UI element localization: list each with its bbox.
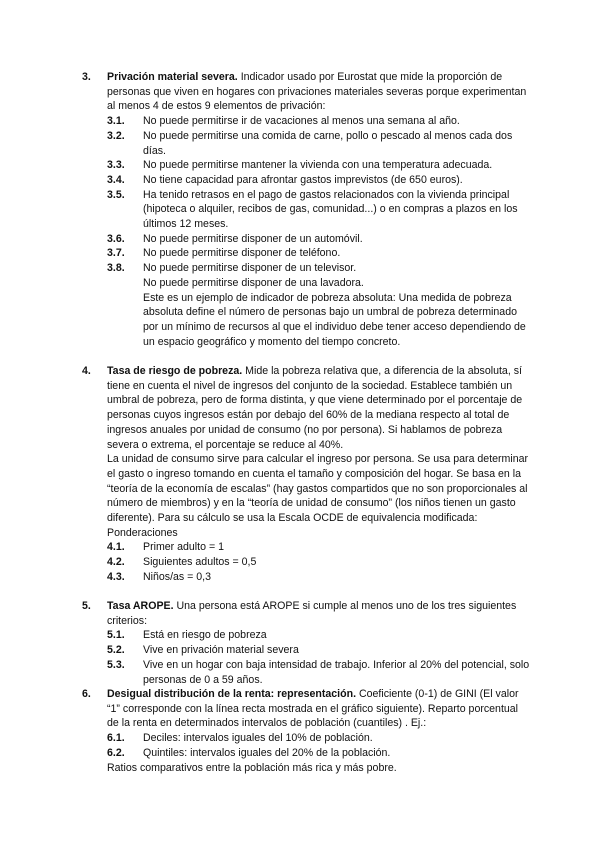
section-intro xyxy=(107,364,532,452)
item-number: 3.7. xyxy=(107,247,125,260)
item-number: 5.3. xyxy=(107,658,125,671)
item-text: No puede permitirse disponer de una lavadora. xyxy=(143,276,364,289)
list-item xyxy=(107,114,532,129)
item-number: 3.3. xyxy=(107,159,125,172)
section-intro xyxy=(107,70,532,114)
section-title: Tasa AROPE. xyxy=(107,600,174,612)
item-text: Primer adulto = 1 xyxy=(143,541,224,554)
list-item xyxy=(107,173,532,188)
section-title: Desigual distribución de la renta: representación. xyxy=(107,688,357,700)
list-item xyxy=(107,731,532,746)
item-text: No puede permitirse disponer de teléfono. xyxy=(143,247,341,260)
list-item xyxy=(107,540,532,555)
list-item xyxy=(107,643,532,658)
list-item xyxy=(107,232,532,247)
section-extra: La unidad de consumo sirve para calcular el ingreso por persona. Se usa para determinar el gasto o ingreso tomando en cuenta el tamaño y composición del hogar. Se basa en la “teoría de la economía de escalas” (hay gastos compartidos que no son proporcionales al número de miembros) y en la “teoría de unidad de consumo” (los niños tienen un gasto diferente). Para su cálculo se usa la Escala OCDE de equivalencia modificada: Ponderaciones xyxy=(107,453,529,539)
item-text: Ha tenido retrasos en el pago de gastos relacionados con la vivienda principal (hipoteca o alquiler, recibos de gas, comunidad...) o en compras a plazos en los últimos 12 meses. xyxy=(143,188,518,231)
list-item xyxy=(107,570,532,585)
section-number: 3. xyxy=(82,71,91,83)
intro-text: Una persona está AROPE si cumple al menos uno de los tres siguientes criterios: xyxy=(107,600,517,627)
list-item xyxy=(107,129,532,158)
item-number: 3.4. xyxy=(107,173,125,186)
intro-text: Mide la pobreza relativa que, a diferencia de la absoluta, sí tiene en cuenta el nivel de ingresos del conjunto de la sociedad. Establece también un umbral de pobreza, pero de forma distinta, y que viene determinado por el porcentaje de personas cuyos ingresos están por debajo del 60% de la mediana respecto al total de ingresos anuales por unidad de consumo (no por persona). Si hablamos de pobreza severa o extrema, el porcentaje se reduce al 40%. xyxy=(107,365,523,451)
item-text: No puede permitirse una comida de carne, pollo o pescado al menos cada dos días. xyxy=(143,129,513,157)
note-paragraph xyxy=(107,291,532,350)
item-number: 4.2. xyxy=(107,556,125,569)
item-number: 3.8. xyxy=(107,262,125,275)
item-number: 3.6. xyxy=(107,232,125,245)
section-3 xyxy=(82,70,532,349)
section-footer: Ratios comparativos entre la población más rica y más pobre. xyxy=(107,761,397,774)
list-item xyxy=(107,628,532,643)
list-item xyxy=(107,276,532,291)
intro-text: Indicador usado por Eurostat que mide la proporción de personas que viven en hogares con privaciones materiales severas porque experimentan al menos 4 de estos 9 elementos de privación: xyxy=(107,71,527,113)
list-item xyxy=(107,158,532,173)
item-text: No tiene capacidad para afrontar gastos imprevistos (de 650 euros). xyxy=(143,173,463,186)
section-title: Tasa de riesgo de pobreza. xyxy=(107,365,243,377)
list-item xyxy=(107,658,532,687)
intro-text: Coeficiente (0-1) de GINI (El valor “1” corresponde con la línea recta mostrada en el gráfico siguiente). Reparto porcentual de la renta en determinados intervalos de población (cuantiles) . Ej.: xyxy=(107,688,519,730)
item-number: 6.1. xyxy=(107,732,125,745)
item-number: 6.2. xyxy=(107,746,125,759)
item-text: Deciles: intervalos iguales del 10% de población. xyxy=(143,732,373,745)
list-item xyxy=(107,188,532,232)
item-text: No puede permitirse disponer de un automóvil. xyxy=(143,232,363,245)
item-text: No puede permitirse ir de vacaciones al menos una semana al año. xyxy=(143,115,460,128)
list-item xyxy=(107,246,532,261)
item-number: 4.3. xyxy=(107,570,125,583)
section-title: Privación material severa. xyxy=(107,71,238,83)
item-text: Vive en un hogar con baja intensidad de trabajo. Inferior al 20% del potencial, solo personas de 0 a 59 años. xyxy=(143,658,530,686)
item-text: Está en riesgo de pobreza xyxy=(143,629,267,642)
list-item xyxy=(107,261,532,276)
item-text: Vive en privación material severa xyxy=(143,644,299,657)
section-intro xyxy=(107,599,532,628)
item-number: 3.5. xyxy=(107,188,125,201)
section-6 xyxy=(82,687,532,775)
item-text: Siguientes adultos = 0,5 xyxy=(143,556,257,569)
item-number: 3.1. xyxy=(107,115,125,128)
item-text: Este es un ejemplo de indicador de pobreza absoluta: Una medida de pobreza absoluta define el número de personas bajo un umbral de pobreza determinado por un mínimo de recursos al que el individuo debe tener acceso dependiendo de un espacio geográfico y momento del tiempo concreto. xyxy=(143,291,526,348)
item-number: 5.2. xyxy=(107,644,125,657)
section-4 xyxy=(82,364,532,585)
item-number: 4.1. xyxy=(107,541,125,554)
section-5 xyxy=(82,599,532,687)
list-item xyxy=(107,555,532,570)
section-number: 6. xyxy=(82,688,91,700)
section-number: 5. xyxy=(82,600,91,612)
item-text: Quintiles: intervalos iguales del 20% de la población. xyxy=(143,746,391,759)
item-text: Niños/as = 0,3 xyxy=(143,570,212,583)
item-text: No puede permitirse disponer de un televisor. xyxy=(143,262,357,275)
item-number: 5.1. xyxy=(107,629,125,642)
list-item xyxy=(107,746,532,761)
section-intro xyxy=(107,687,532,731)
item-text: No puede permitirse mantener la vivienda con una temperatura adecuada. xyxy=(143,159,493,172)
item-number: 3.2. xyxy=(107,129,125,142)
section-number: 4. xyxy=(82,365,91,377)
